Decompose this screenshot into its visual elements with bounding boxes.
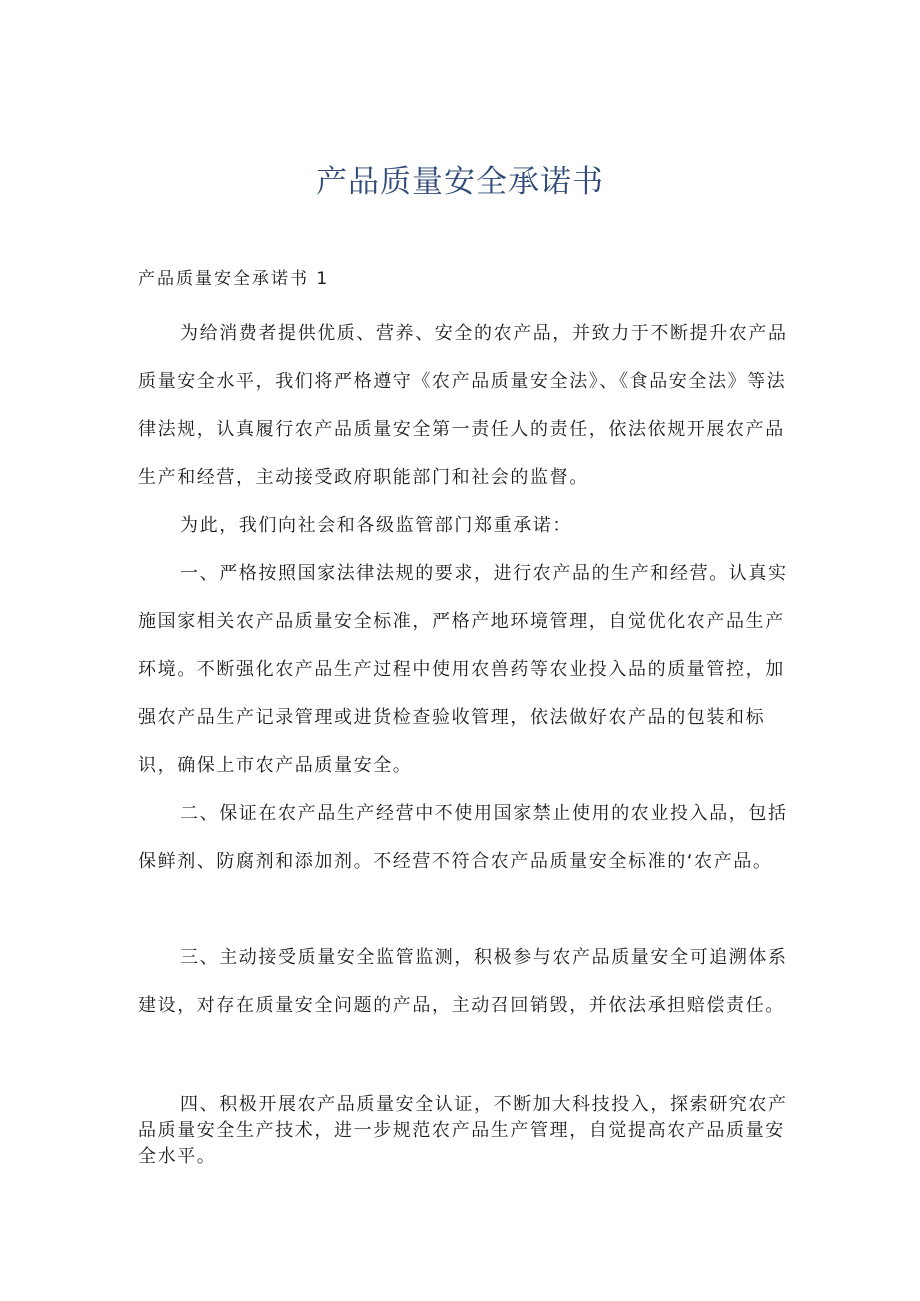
- paragraph-intro: 为给消费者提供优质、营养、安全的农产品，并致力于不断提升农产品质量安全水平，我们将严格遵守《农产品质量安全法》、《食品安全法》等法律法规，认真履行农产品质量安全第一责任人的责任，依法依规开展农产品生产和经营，主动接受政府职能部门和社会的监督。: [138, 323, 788, 488]
- paragraph-item-4: 四、积极开展农产品质量安全认证，不断加大科技投入，探索研究农产品质量安全生产技术，进一步规范农产品生产管理，自觉提高农产品质量安全水平。: [138, 1094, 788, 1167]
- paragraph-commitment-lead: 为此，我们向社会和各级监管部门郑重承诺：: [180, 515, 572, 536]
- section-heading: 产品质量安全承诺书 1: [138, 269, 330, 289]
- document-title: 产品质量安全承诺书: [316, 164, 604, 200]
- paragraph-item-1: 一、严格按照国家法律法规的要求，进行农产品的生产和经营。认真实施国家相关农产品质量安全标准，严格产地环境管理，自觉优化农产品生产环境。不断强化农产品生产过程中使用农兽药等农业投入品的质量管控，加强农产品生产记录管理或进货检查验收管理，依法做好农产品的包装和标识，确保上市农产品质量安全。: [138, 563, 788, 776]
- paragraph-item-2: 二、保证在农产品生产经营中不使用国家禁止使用的农业投入品，包括保鲜剂、防腐剂和添加剂。不经营不符合农产品质量安全标准的‘农产品。: [138, 803, 788, 872]
- paragraph-item-3: 三、主动接受质量安全监管监测，积极参与农产品质量安全可追溯体系建设，对存在质量安全问题的产品，主动召回销毁，并依法承担赔偿责任。: [138, 947, 788, 1016]
